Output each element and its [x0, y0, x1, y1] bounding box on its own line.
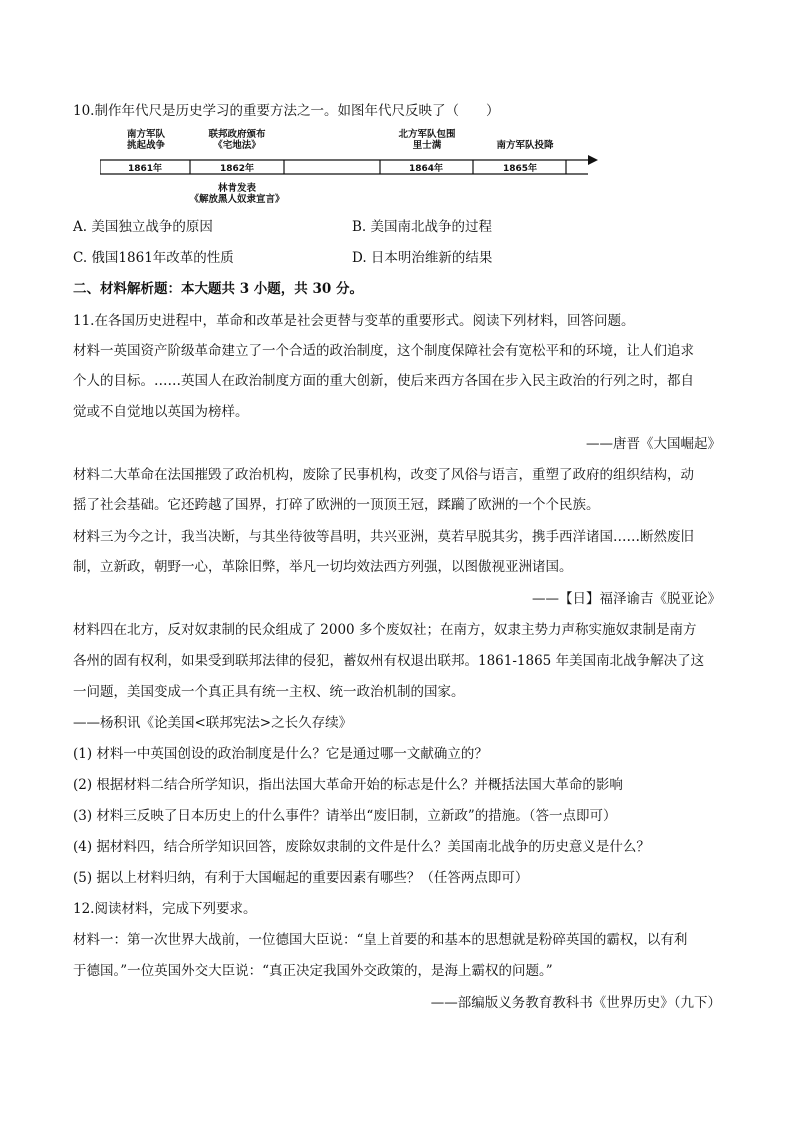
q12-material1-line1: 材料一：第一次世界大战前，一位德国大臣说：“皇上首要的和基本的思想就是粉碎英国的霸权，以有利: [73, 932, 688, 948]
q11-subquestion-2: (2) 根据材料二结合所学知识，指出法国大革命开始的标志是什么？并概括法国大革命的影响: [73, 777, 623, 793]
timeline-event-2-line2: 《宅地法》: [213, 140, 261, 151]
q11-material4-line3: 一问题，美国变成一个真正具有统一主权、统一政治机制的国家。: [73, 684, 465, 700]
q11-material1-line2: 个人的目标。……英国人在政治制度方面的重大创新，使后来西方各国在步入民主政治的行列之时，都自: [73, 373, 694, 389]
q11-subquestion-1: (1) 材料一中英国创设的政治制度是什么？它是通过哪一文献确立的？: [73, 746, 488, 762]
q10-stem: 10.制作年代尺是历史学习的重要方法之一。如图年代尺反映了（ ）: [73, 103, 500, 119]
q10-option-c: C. 俄国1861年改革的性质: [73, 250, 234, 266]
timeline-year-1861: 1861年: [127, 164, 163, 174]
timeline-event-1-line2: 挑起战争: [126, 140, 166, 151]
section-heading: 二、材料解析题：本大题共 3 小题，共 30 分。: [73, 281, 363, 297]
q12-material1-line2: 于德国。”一位英国外交大臣说：“真正决定我国外交政策的，是海上霸权的问题。”: [73, 963, 553, 979]
timeline-figure: [100, 126, 600, 212]
q11-material2-line1: 材料二大革命在法国摧毁了政治机构，废除了民事机构，改变了风俗与语言，重塑了政府的组织结构，动: [73, 467, 694, 483]
q11-material4-line1: 材料四在北方，反对奴隶制的民众组成了 2000 多个废奴社；在南方，奴隶主势力声称实施奴隶制是南方: [73, 622, 697, 638]
q12-material1-source: ——部编版义务教育教科书《世界历史》（九下）: [430, 995, 721, 1011]
q10-option-a: A. 美国独立战争的原因: [73, 219, 213, 235]
timeline-event-2-line1: 联邦政府颁布: [208, 129, 266, 140]
q11-subquestion-4: (4) 据材料四，结合所学知识回答，废除奴隶制的文件是什么？美国南北战争的历史意义是什么？: [73, 839, 650, 855]
q11-stem: 11.在各国历史进程中，革命和改革是社会更替与变革的重要形式。阅读下列材料，回答问题。: [73, 313, 635, 329]
q11-material4-source: ——杨积讯《论美国<联邦宪法>之长久存续》: [73, 715, 353, 731]
q11-material3-line1: 材料三为今之计，我当决断，与其坐待彼等昌明，共兴亚洲，莫若早脱其劣，携手西洋诸国……断然废旧: [73, 529, 694, 545]
timeline-year-1865: 1865年: [502, 164, 538, 174]
timeline-event-bottom-line1: 林肯发表: [217, 183, 257, 194]
q11-material4-line2: 各州的固有权利，如果受到联邦法律的侵犯，蓄奴州有权退出联邦。1861-1865 年美国南北战争解决了这: [73, 653, 705, 669]
q11-material1-line1: 材料一英国资产阶级革命建立了一个合适的政治制度，这个制度保障社会有宽松平和的环境，让人们追求: [73, 343, 694, 359]
timeline-event-bottom: [189, 183, 284, 205]
q11-subquestion-3: (3) 材料三反映了日本历史上的什么事件？请举出“废旧制，立新政”的措施。（答一点即可）: [73, 808, 617, 824]
q11-material3-source: ——【日】福泽谕吉《脱亚论》: [532, 591, 721, 607]
timeline-event-bottom-line2: 《解放黑人奴隶宣言》: [189, 194, 285, 205]
q11-material3-line2: 制，立新政，朝野一心，革除旧弊，举凡一切均效法西方列强，以图傲视亚洲诸国。: [73, 559, 573, 575]
timeline-event-4-line1: 南方军队投降: [496, 140, 554, 151]
timeline-event-3-line1: 北方军队包围: [398, 129, 456, 140]
q11-material2-line2: 摇了社会基础。它还跨越了国界，打碎了欧洲的一顶顶王冠，蹂躏了欧洲的一个个民族。: [73, 497, 600, 513]
timeline-event-3-line2: 里士满: [412, 140, 442, 151]
q10-option-d: D. 日本明治维新的结果: [352, 250, 493, 266]
q11-material1-source: ——唐晋《大国崛起》: [586, 436, 721, 452]
q11-subquestion-5: (5) 据以上材料归纳，有利于大国崛起的重要因素有哪些？（任答两点即可）: [73, 870, 529, 886]
q10-option-b: B. 美国南北战争的过程: [352, 219, 493, 235]
q11-material1-line3: 觉或不自觉地以英国为榜样。: [73, 404, 249, 420]
timeline-event-1-line1: 南方军队: [126, 129, 166, 140]
timeline-year-1864: 1864年: [408, 164, 444, 174]
q12-stem: 12.阅读材料，完成下列要求。: [73, 901, 257, 917]
timeline-year-1862: 1862年: [219, 164, 255, 174]
